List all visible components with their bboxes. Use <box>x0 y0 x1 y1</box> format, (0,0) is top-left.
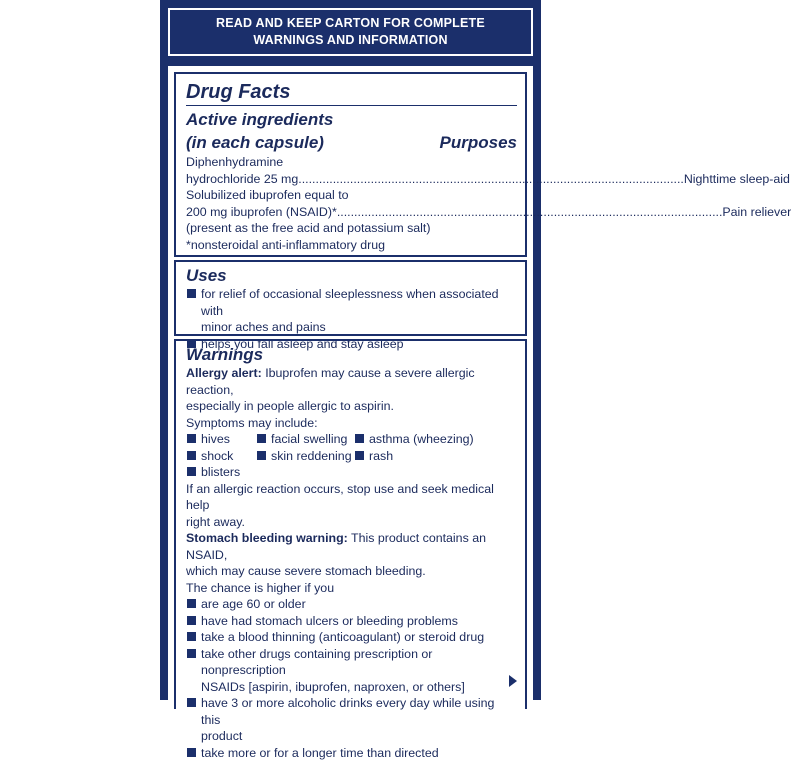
purposes-heading: Purposes <box>440 133 517 152</box>
list-item <box>186 448 256 465</box>
warnings-title: Warnings <box>186 345 517 365</box>
stomach-warning-line2: which may cause severe stomach bleeding. <box>186 563 517 580</box>
list-item <box>186 286 517 336</box>
list-item <box>186 745 517 761</box>
allergy-action-line2: right away. <box>186 514 517 531</box>
risk-5-line2: product <box>201 728 517 745</box>
risk-1: are age 60 or older <box>201 596 306 613</box>
allergy-action-line1: If an allergic reaction occurs, stop use and seek medical help <box>186 481 517 514</box>
risk-3: take a blood thinning (anticoagulant) or steroid drug <box>201 629 484 646</box>
list-item <box>354 448 474 465</box>
allergy-alert-line2: especially in people allergic to aspirin. <box>186 398 517 415</box>
square-bullet-icon <box>187 599 196 608</box>
drug-facts-panel <box>160 0 541 700</box>
list-item <box>186 629 517 646</box>
ingredient-2-row <box>186 204 517 221</box>
square-bullet-icon <box>257 434 266 443</box>
ingredient-1-name: Diphenhydramine <box>186 154 517 171</box>
square-bullet-icon <box>187 698 196 707</box>
list-item <box>186 431 256 448</box>
leader-dots <box>298 171 684 188</box>
drug-facts-label <box>168 66 533 700</box>
ingredient-1-row <box>186 171 517 188</box>
allergy-alert-text: Ibuprofen may cause a severe allergic reaction, <box>186 366 475 397</box>
symptom-blisters: blisters <box>201 464 240 481</box>
active-ingredients-subheading: (in each capsule) <box>186 133 324 152</box>
square-bullet-icon <box>187 434 196 443</box>
square-bullet-icon <box>187 451 196 460</box>
uses-title: Uses <box>186 266 517 286</box>
drug-facts-title: Drug Facts <box>186 80 517 106</box>
stomach-warning-line1 <box>186 530 517 563</box>
risk-4-line1: take other drugs containing prescription or nonprescription <box>201 646 517 679</box>
symptom-skin-reddening: skin reddening <box>271 448 352 465</box>
square-bullet-icon <box>187 616 196 625</box>
symptom-facial-swelling: facial swelling <box>271 431 347 448</box>
list-item <box>256 431 354 448</box>
ingredient-2-note: (present as the free acid and potassium salt) <box>186 220 517 237</box>
risk-5-line1: have 3 or more alcoholic drinks every day while using this <box>201 695 517 728</box>
active-ingredients-section <box>174 72 527 257</box>
use-1-line2: minor aches and pains <box>201 319 517 336</box>
square-bullet-icon <box>187 748 196 757</box>
continue-arrow-icon <box>509 675 517 687</box>
ingredient-1-amount: hydrochloride 25 mg <box>186 171 298 188</box>
active-ingredients-heading: Active ingredients <box>186 110 517 129</box>
leader-dots <box>337 204 723 221</box>
square-bullet-icon <box>257 451 266 460</box>
list-item <box>186 613 517 630</box>
allergy-alert-label: Allergy alert: <box>186 366 262 380</box>
list-item <box>186 695 517 745</box>
chance-intro: The chance is higher if you <box>186 580 517 597</box>
symptom-shock: shock <box>201 448 233 465</box>
symptom-asthma: asthma (wheezing) <box>369 431 474 448</box>
square-bullet-icon <box>355 434 364 443</box>
ingredient-1-purpose: Nighttime sleep-aid <box>684 171 790 188</box>
warnings-section <box>174 339 527 709</box>
symptoms-intro: Symptoms may include: <box>186 415 517 432</box>
list-item <box>186 646 517 696</box>
nsaid-footnote: *nonsteroidal anti-inflammatory drug <box>186 237 517 254</box>
symptom-rash: rash <box>369 448 393 465</box>
square-bullet-icon <box>187 632 196 641</box>
square-bullet-icon <box>187 649 196 658</box>
stomach-warning-label: Stomach bleeding warning: <box>186 531 348 545</box>
ingredient-2-purpose: Pain reliever <box>722 204 791 221</box>
square-bullet-icon <box>187 289 196 298</box>
square-bullet-icon <box>355 451 364 460</box>
symptoms-grid <box>186 431 517 481</box>
ingredient-2-amount: 200 mg ibuprofen (NSAID)* <box>186 204 337 221</box>
carton-notice-line2: WARNINGS AND INFORMATION <box>253 32 447 49</box>
risk-4-line2: NSAIDs [aspirin, ibuprofen, naproxen, or others] <box>201 679 517 696</box>
risk-6: take more or for a longer time than directed <box>201 745 439 761</box>
use-1-line1: for relief of occasional sleeplessness when associated with <box>201 286 517 319</box>
stomach-warning-text: This product contains an NSAID, <box>186 531 486 562</box>
square-bullet-icon <box>187 467 196 476</box>
list-item <box>256 448 354 465</box>
use-2: helps you fall asleep and stay asleep <box>201 336 404 353</box>
allergy-alert-line1 <box>186 365 517 398</box>
list-item <box>354 431 474 448</box>
symptom-hives: hives <box>201 431 230 448</box>
ingredient-2-name: Solubilized ibuprofen equal to <box>186 187 517 204</box>
carton-notice-line1: READ AND KEEP CARTON FOR COMPLETE <box>216 15 485 32</box>
list-item <box>186 464 256 481</box>
uses-section <box>174 260 527 336</box>
list-item <box>186 596 517 613</box>
risk-2: have had stomach ulcers or bleeding problems <box>201 613 458 630</box>
carton-notice <box>168 8 533 56</box>
